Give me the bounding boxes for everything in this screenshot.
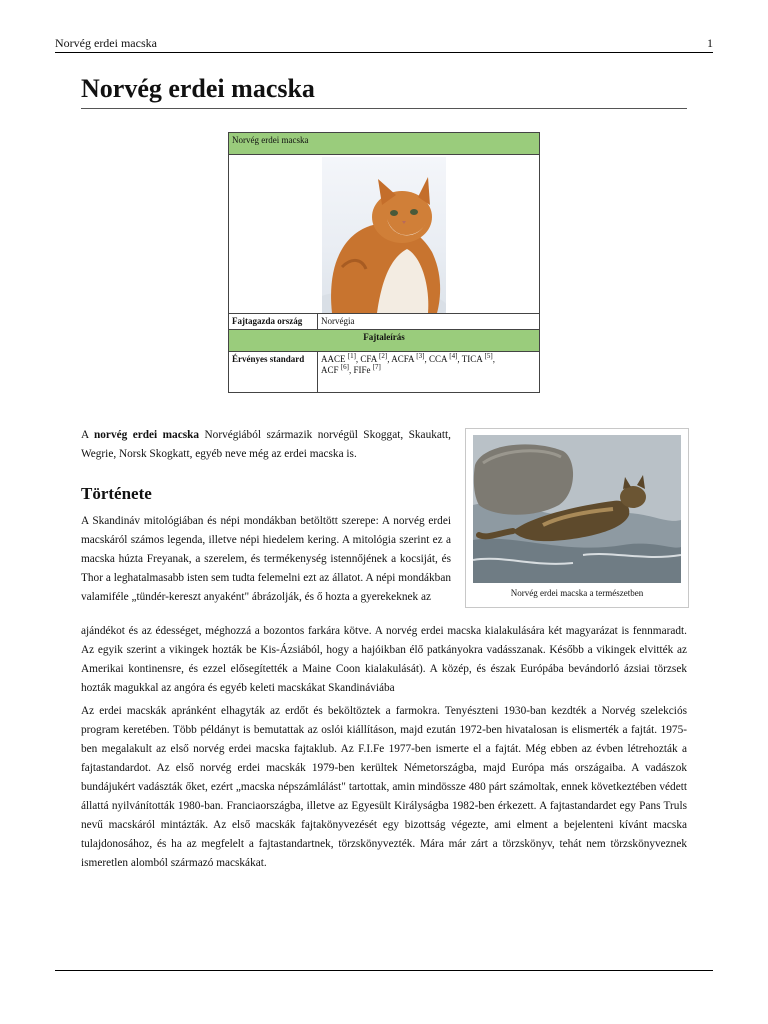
standard-acfa[interactable]: ACFA [3] [391, 352, 425, 364]
intro-bold-term: norvég erdei macska [94, 429, 200, 441]
infobox-origin-label: Fajtagazda ország [229, 314, 318, 330]
standard-tica[interactable]: TICA [5] [461, 352, 493, 364]
page-title: Norvég erdei macska [81, 72, 687, 109]
infobox-section-label: Fajtaleírás [229, 330, 540, 352]
standard-cfa[interactable]: CFA [2] [360, 352, 388, 364]
section-heading-tortenete: Története [81, 484, 152, 503]
intro-paragraph: A norvég erdei macska Norvégiából származik norvégül Skoggat, Skaukatt, Wegrie, Norsk Skogkatt, egyéb neve még az erdei macska is. [81, 429, 451, 460]
cat-by-water-photo-icon[interactable] [473, 435, 681, 583]
standard-acf[interactable]: ACF [6] [321, 363, 349, 375]
history-paragraph-1-wrapped: A Skandináv mitológiában és népi mondákban betöltött szerepe: A norvég erdei macskáról számos legenda, illetve népi hiedelem kering. A mitológia szerint ez a macska húzta Freyanak, a szerelem, és termékenység istennőjének a kocsiját, és Thor a leghatalmasabb isten sem tudta felemelni ezt az állatot. A népi mondákban valamiféle „tündér-kereszt anyaként" ábrázolják, és ő hozta a gyerekeknek az [81, 515, 451, 603]
figure [465, 428, 689, 608]
norwegian-forest-cat-photo-icon[interactable] [322, 157, 446, 313]
footer-rule [55, 970, 713, 971]
running-header [55, 36, 713, 53]
infobox-standard-label: Érvényes standard [229, 352, 318, 393]
infobox [228, 132, 540, 393]
figure-caption: Norvég erdei macska a természetben [510, 588, 644, 598]
page-number: 1 [707, 36, 713, 50]
infobox-standards: AACE [1], CFA [2], ACFA [3], CCA [4], TICA [5], ACF [6], FIFe [7] [318, 352, 540, 393]
running-header-title: Norvég erdei macska [55, 36, 157, 50]
infobox-header: Norvég erdei macska [229, 133, 540, 155]
standard-cca[interactable]: CCA [4] [428, 352, 458, 364]
standard-fife[interactable]: FIFe [7] [353, 363, 381, 375]
infobox-image-cell [229, 155, 540, 314]
standard-aace[interactable]: AACE [1] [321, 352, 356, 364]
history-paragraph-1-continued: ajándékot és az édességet, méghozzá a bozontos farkára kötve. A norvég erdei macska kialakulására két magyarázat is fennmaradt. Az egyik szerint a vikingek hozták be Kis-Ázsiából, hogy a hajóikban élő patkányokra vadásszanak. Később a vikingek elvitték az Amerikai kontinensre, és ezzel elősegítették a Maine Coon kialakulását). A közép, és észak Európába bevándorló ázsiai törzsek hozták magukkal az angóra és egyéb keleti macskákat Skandináviába [81, 625, 687, 694]
history-paragraph-2: Az erdei macskák apránként elhagyták az erdőt és beköltöztek a farmokra. Tenyészteni 1930-ban kezdték a Norvég szelekciós program keretében. Több példányt is bemutattak az oslói kiállításon, majd ezután 1972-ben hivatalosan is elismerték a fajtát. 1975-ben megalakult az első norvég erdei macska fajtaklub. Az F.I.Fe 1977-ben ismerte el a fajtát. Még ebben az évben létrehozták a fajtastandardot. Az első norvég erdei macskák 1979-ben kerültek Németországba, majd Európa más országaiba. A vadászok bundájukért vadászták őket, ezért „macska népszámlálást" tartottak, amin mindössze 480 párt számoltak, ennek következtében védett állattá nyilvánították 1980-ban. Franciaországba, illetve az Egyesült Királyságba 1982-ben érkezett. A fajtastandardet egy Pans Truls nevű macskáról mintázták. Az első macskák fajtakönyvezését egy bizottság végezte, ami elment a bejelenteni kívánt macska tulajdonosához, és ha az megfelelt a fajtastandartnek, törzskönyvezték. Mára már zárt a törzskönyv, tehát nem törzskönyveznek ismeretlen alomból származó macskákat. [81, 705, 687, 869]
infobox-origin-value: Norvégia [318, 314, 540, 330]
